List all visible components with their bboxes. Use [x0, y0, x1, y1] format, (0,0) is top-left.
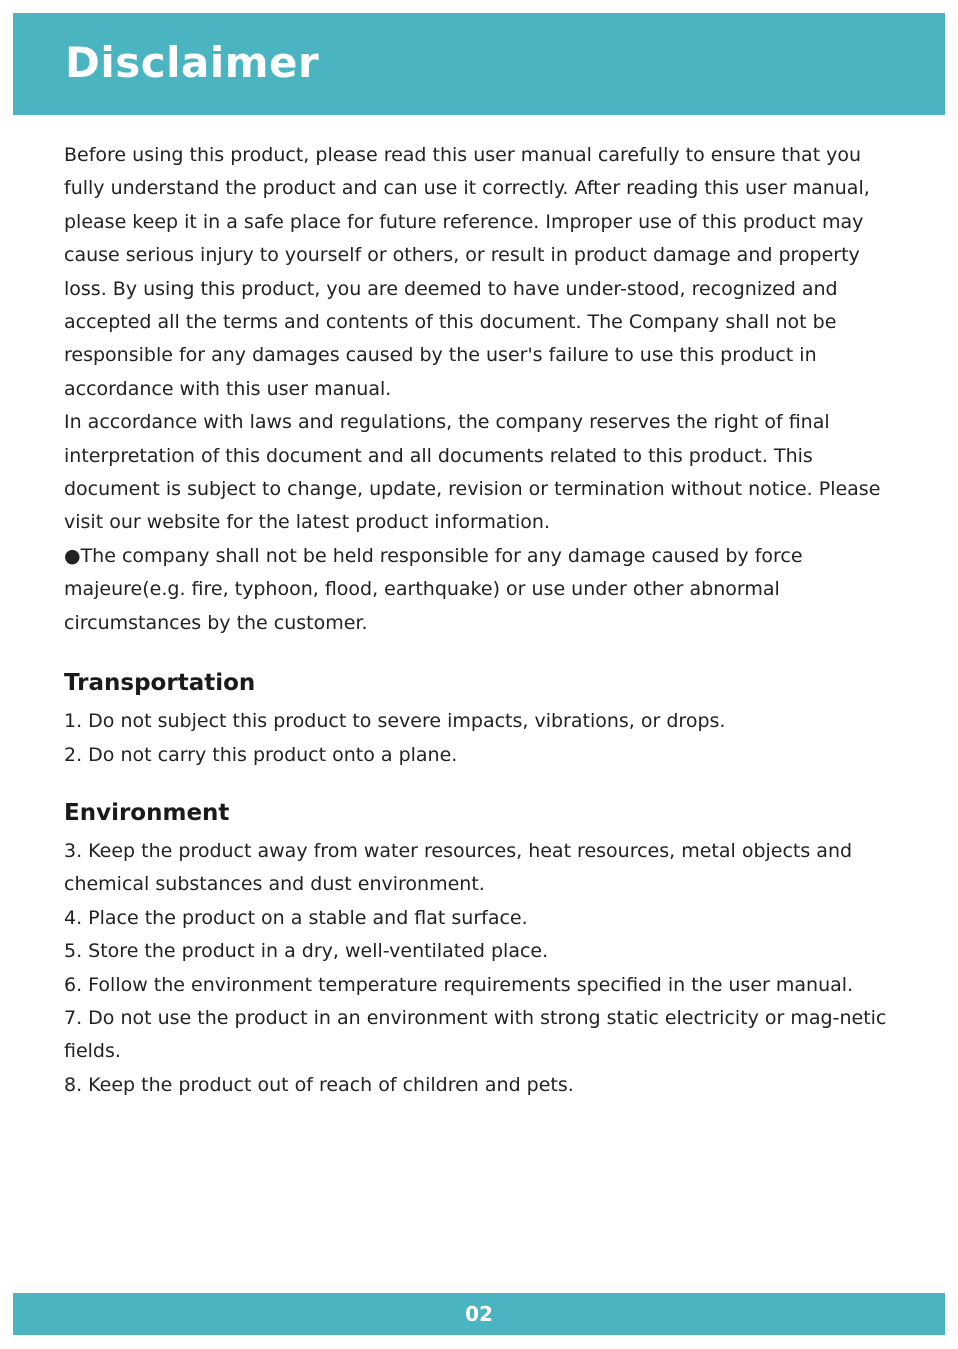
page-title: Disclaimer	[65, 38, 320, 87]
list-item: 3. Keep the product away from water resources, heat resources, metal objects and chemical substances and dust environment.	[64, 839, 853, 896]
transportation-heading: Transportation	[64, 670, 256, 697]
intro-paragraph-3: ●The company shall not be held responsible for any damage caused by force majeure(e.g. fire, typhoon, flood, earthquake) or use under other abnormal circumstances by the customer.	[64, 544, 803, 634]
page-number: 02	[465, 1302, 493, 1326]
intro-paragraph-1: Before using this product, please read this user manual carefully to ensure that you fully understand the product and can use it correctly. After reading this user manual, please keep it in a safe place for future reference. Improper use of this product may cause serious injury to yourself or others, or result in product damage and property loss. By using this product, you are deemed to have under-stood, recognized and accepted all the terms and contents of this document. The Company shall not be responsible for any damages caused by the user's failure to use this product in accordance with this user manual.	[64, 144, 870, 400]
transportation-list	[64, 705, 896, 772]
list-item: 4. Place the product on a stable and flat surface.	[64, 906, 528, 929]
footer-bar	[13, 1293, 945, 1335]
environment-heading: Environment	[64, 799, 230, 826]
intro-paragraph-2: In accordance with laws and regulations, the company reserves the right of final interpretation of this document and all documents related to this product. This document is subject to change, update, revision or termination without notice. Please visit our website for the latest product information.	[64, 411, 881, 534]
list-item: 7. Do not use the product in an environment with strong static electricity or mag-netic fields.	[64, 1006, 887, 1063]
list-item: 2. Do not carry this product onto a plane.	[64, 743, 458, 766]
list-item: 8. Keep the product out of reach of children and pets.	[64, 1073, 574, 1096]
header-bar	[13, 13, 945, 115]
list-item: 5. Store the product in a dry, well-ventilated place.	[64, 940, 549, 963]
list-item: 6. Follow the environment temperature requirements specified in the user manual.	[64, 973, 854, 996]
document-body	[64, 139, 896, 1102]
environment-list	[64, 835, 896, 1102]
list-item: 1. Do not subject this product to severe impacts, vibrations, or drops.	[64, 710, 726, 733]
